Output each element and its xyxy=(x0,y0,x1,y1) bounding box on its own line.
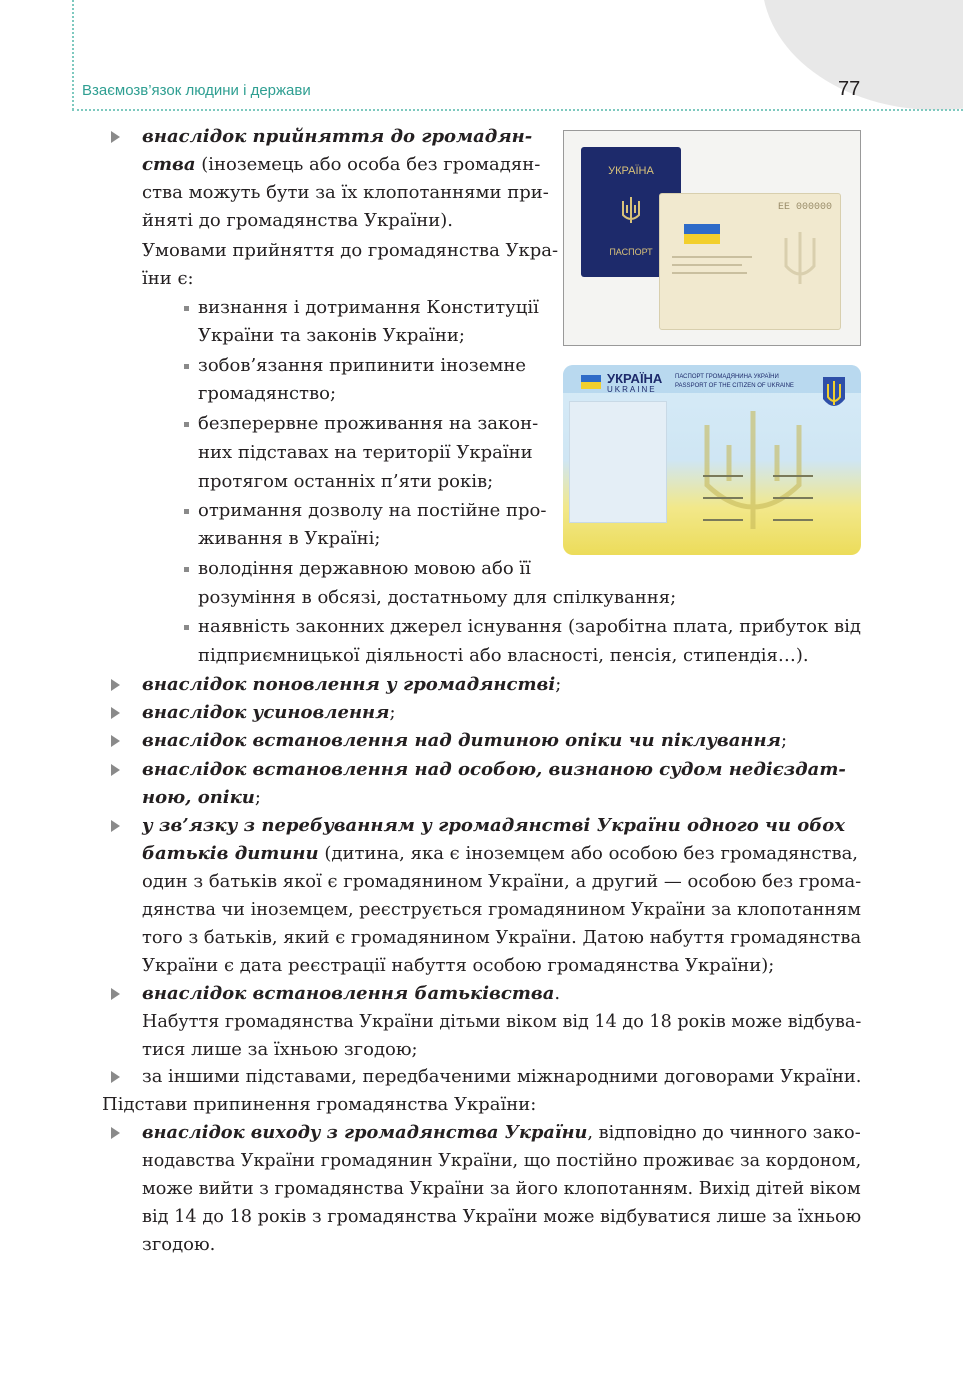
text-span: ; xyxy=(780,730,788,751)
text-line: Набуття громадянства України дітьми віком від 14 до 18 років може відбува- xyxy=(142,1011,862,1032)
trident-icon xyxy=(619,195,643,225)
bullet-triangle xyxy=(111,679,120,691)
emphasis-text: внаслідок прийняття до громадян- xyxy=(142,126,533,147)
id-card-caption: ПАСПОРТ ГРОМАДЯНИНА УКРАЇНИ xyxy=(675,374,779,380)
bullet-triangle xyxy=(111,735,120,747)
emphasis-text: внаслідок поновлення у громадянстві xyxy=(142,674,556,695)
text-line: від 14 до 18 років з громадянства України може відбуватися лише за їхньою xyxy=(142,1206,862,1227)
id-card-caption-en: PASSPORT OF THE CITIZEN OF UKRAINE xyxy=(675,383,794,389)
text-line: їни є: xyxy=(142,268,194,289)
text-line: нодавства України громадянин України, що постійно проживає за кордоном, xyxy=(142,1150,862,1171)
passport-serial: ЕЕ 000000 xyxy=(778,202,833,213)
text-line: безперервне проживання на закон- xyxy=(198,413,539,434)
text-line: розуміння в обсязі, достатньому для спілкування; xyxy=(198,587,677,608)
emphasis-text: ною, опіки xyxy=(142,787,255,808)
bullet-triangle xyxy=(111,820,120,832)
text-line xyxy=(142,980,560,1008)
passport-image xyxy=(563,130,861,346)
text-line: тися лише за їхньою згодою; xyxy=(142,1039,418,1060)
text-span: , відповідно до чинного зако- xyxy=(587,1122,861,1143)
text-span: . xyxy=(554,983,561,1004)
text-line xyxy=(142,151,540,179)
text-line: згодою. xyxy=(142,1234,216,1255)
bullet-triangle xyxy=(111,764,120,776)
text-line: може вийти з громадянства України за його клопотанням. Вихід дітей віком xyxy=(142,1178,861,1199)
text-line: них підставах на території України xyxy=(198,442,533,463)
text-line xyxy=(142,727,787,755)
emphasis-text: ства xyxy=(142,154,196,175)
bullet-square xyxy=(184,422,189,427)
text-span: ; xyxy=(389,702,396,723)
emphasis-text: батьків дитини xyxy=(142,843,319,864)
text-line xyxy=(142,756,846,784)
emphasis-text: внаслідок усиновлення xyxy=(142,702,390,723)
text-line: за іншими підставами, передбаченими міжнародними договорами України. xyxy=(142,1066,862,1087)
header-divider xyxy=(72,109,963,111)
trident-watermark-icon xyxy=(693,405,813,535)
text-span: ; xyxy=(254,787,261,808)
text-line: підприємницької діяльності або власності, пенсія, стипендія…). xyxy=(198,645,809,666)
corner-decoration xyxy=(762,0,963,110)
id-card-title-en: UKRAINE xyxy=(607,385,657,394)
text-line: один з батьків якої є громадянином України, а другий — особою без грома- xyxy=(142,871,862,892)
id-card-image xyxy=(563,365,861,555)
text-line xyxy=(142,671,561,699)
text-line xyxy=(142,812,845,840)
bullet-square xyxy=(184,625,189,630)
bullet-square xyxy=(184,567,189,572)
flag-image xyxy=(684,224,720,244)
text-line xyxy=(142,784,261,812)
text-span: (іноземець або особа без громадян- xyxy=(195,154,541,175)
text-line: зобов’язання припинити іноземне xyxy=(198,355,527,376)
coat-of-arms-icon xyxy=(819,375,849,415)
text-line xyxy=(142,699,396,727)
text-line: ства можуть бути за їх клопотаннями при- xyxy=(142,182,549,203)
text-line: Умовами прийняття до громадянства Укра- xyxy=(142,240,559,261)
text-line: йняті до громадянства України). xyxy=(142,210,454,231)
margin-line xyxy=(72,0,74,110)
id-card-title: УКРАЇНА xyxy=(607,371,663,386)
running-header: Взаємозв’язок людини і держави xyxy=(82,82,311,99)
text-line: живання в Україні; xyxy=(198,528,381,549)
emphasis-text: внаслідок встановлення над дитиною опіки чи піклування xyxy=(142,730,781,751)
text-span: ; xyxy=(555,674,562,695)
text-line: протягом останніх п’яти років; xyxy=(198,471,494,492)
page-number: 77 xyxy=(838,78,861,100)
emphasis-text: внаслідок виходу з громадянства України xyxy=(142,1122,588,1143)
text-line xyxy=(142,1119,861,1147)
text-line: України є дата реєстрації набуття особою громадянства України); xyxy=(142,955,775,976)
emphasis-text: внаслідок встановлення батьківства xyxy=(142,983,555,1004)
text-line: наявність законних джерел існування (заробітна плата, прибуток від xyxy=(198,616,861,637)
text-line: України та законів України; xyxy=(198,325,465,346)
bullet-triangle xyxy=(111,988,120,1000)
passport-cover-title: УКРАЇНА xyxy=(608,165,654,177)
bullet-triangle xyxy=(111,1071,120,1083)
passport-cover-sub: ПАСПОРТ xyxy=(609,247,653,257)
text-span: (дитина, яка є іноземцем або особою без громадянства, xyxy=(318,843,859,864)
bullet-square xyxy=(184,364,189,369)
bullet-triangle xyxy=(111,707,120,719)
bullet-square xyxy=(184,306,189,311)
text-line xyxy=(142,840,858,868)
emphasis-text: внаслідок встановлення над особою, визнаною судом недієздат- xyxy=(142,759,846,780)
trident-watermark-icon xyxy=(780,228,820,288)
text-line: отримання дозволу на постійне про- xyxy=(198,500,547,521)
text-line: громадянство; xyxy=(198,383,337,404)
section-intro: Підстави припинення громадянства України: xyxy=(102,1094,537,1115)
passport-open-page xyxy=(659,193,841,330)
text-line: дянства чи іноземцем, реєструється громадянином України за клопотанням xyxy=(142,899,861,920)
emphasis-text: у зв’язку з перебуванням у громадянстві України одного чи обох xyxy=(142,815,845,836)
text-line: володіння державною мовою або її xyxy=(198,558,531,579)
flag-icon xyxy=(581,375,601,389)
text-line: визнання і дотримання Конституції xyxy=(198,297,539,318)
bullet-square xyxy=(184,509,189,514)
bullet-triangle xyxy=(111,1127,120,1139)
text-line xyxy=(142,123,545,151)
bullet-triangle xyxy=(111,131,120,143)
text-line: того з батьків, який є громадянином України. Датою набуття громадянства xyxy=(142,927,862,948)
